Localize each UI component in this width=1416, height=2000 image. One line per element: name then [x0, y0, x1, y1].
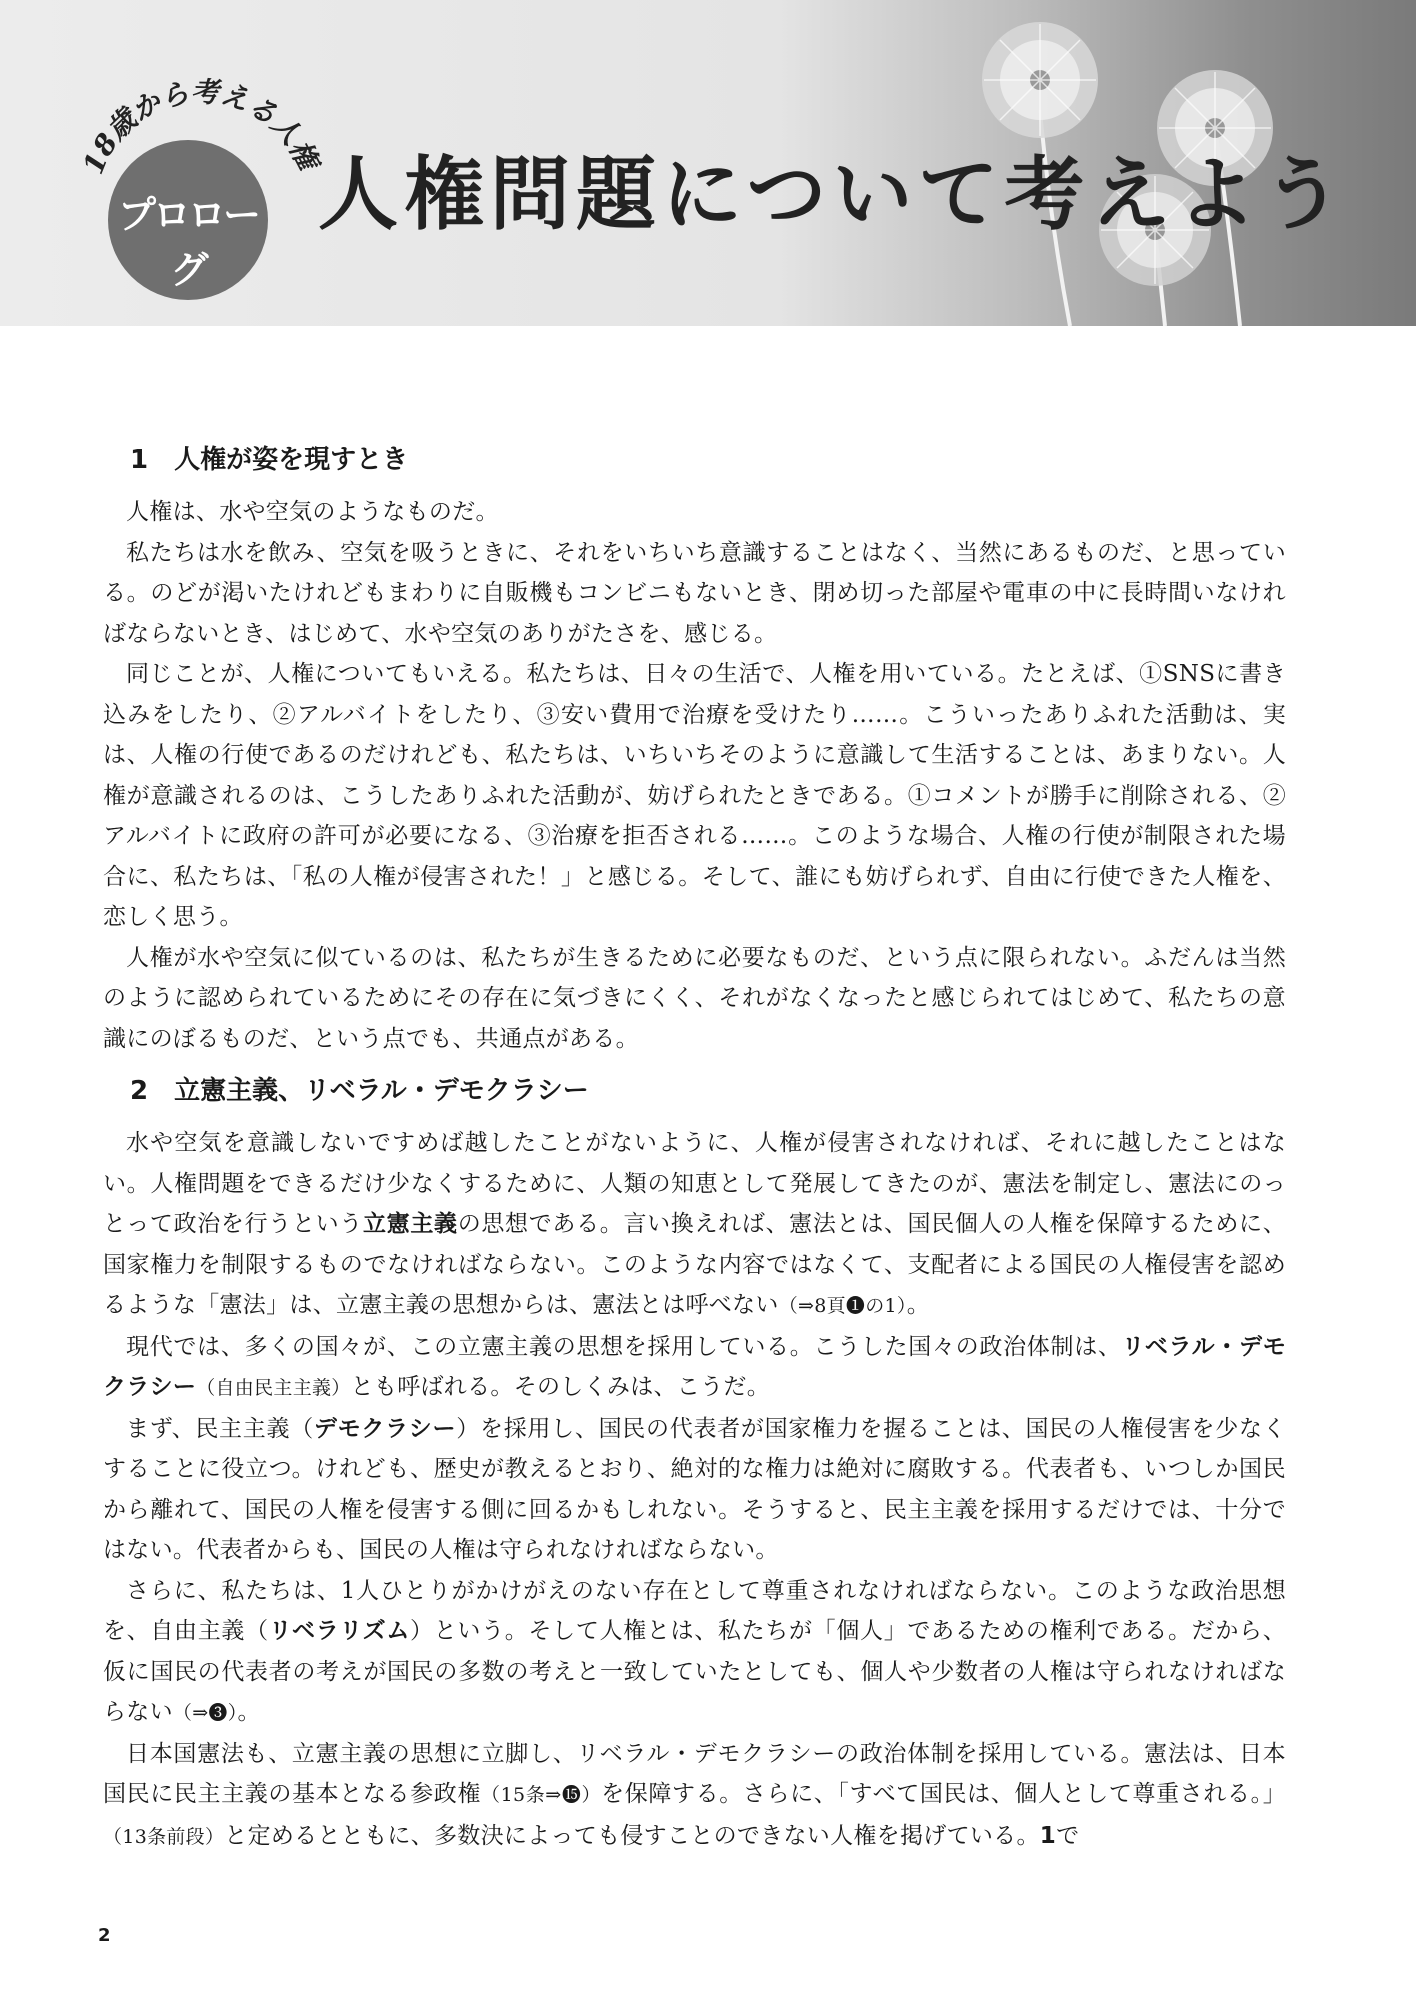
section-number: 1: [130, 445, 149, 475]
page-title: 人権問題について考えよう: [318, 147, 1349, 241]
text: 。: [906, 1292, 931, 1318]
paragraph: [103, 1409, 1286, 1571]
text: 水や空気を意識しないですめば越したことがないように、人権が侵害されなければ、それに越したことはない。人権問題をできるだけ少なくするために、人類の知恵として発展してきたのが、憲法を制定し、憲法にのっとって政治を行うという: [103, 1130, 1286, 1237]
text: の思想である。言い換えれば、憲法とは、国民個人の人権を保障するために、国家権力を制限するものでなければならない。このような内容ではなくて、支配者による国民の人権侵害を認めるような「憲法」は、立憲主義の思想からは、憲法とは呼べない: [103, 1211, 1287, 1318]
cross-reference: （15条⇒⓯）: [480, 1784, 602, 1806]
section-number: 2: [130, 1076, 149, 1106]
text: 。: [237, 1699, 261, 1725]
reference-number: 1: [1039, 1822, 1057, 1849]
paragraph: [103, 1123, 1286, 1327]
prologue-badge: [108, 140, 268, 300]
paragraph: 私たちは水を飲み、空気を吸うときに、それをいちいち意識することはなく、当然にあるものだ、と思っている。のどが渇いたけれどもまわりに自販機もコンビニもないとき、閉め切った部屋や電車の中に長時間いなければならないとき、はじめて、水や空気のありがたさを、感じる。: [103, 539, 1286, 647]
paragraph: 同じことが、人権についてもいえる。私たちは、日々の生活で、人権を用いている。たとえば、①SNSに書き込みをしたり、②アルバイトをしたり、③安い費用で治療を受けたり……。こういったありふれた活動は、実は、人権の行使であるのだけれども、私たちは、いちいちそのように意識して生活することは、あまりない。人権が意識されるのは、こうしたありふれた活動が、妨げられたときである。①コメントが勝手に削除される、②アルバイトに政府の許可が必要になる、③治療を拒否される……。このような場合、人権の行使が制限された場合に、私たちは、「私の人権が侵害された！」と感じる。そして、誰にも妨げられず、自由に行使できた人権を、恋しく思う。: [103, 661, 1286, 930]
badge-label: プロローグ: [117, 193, 258, 292]
text: まず、民主主義（: [126, 1415, 314, 1442]
section-2-heading: [103, 1059, 1286, 1123]
keyword: 立憲主義: [362, 1211, 458, 1237]
text: で: [1056, 1822, 1080, 1849]
text: 日本国憲法も、立憲主義の思想に立脚し、リベラル・デモクラシーの政治体制を採用している。憲法は、日本国民に民主主義の基本となる参政権: [103, 1740, 1286, 1807]
section-1-heading: [103, 428, 1286, 492]
keyword: リベラリズム: [268, 1618, 411, 1644]
paragraph: 人権は、水や空気のようなものだ。: [126, 499, 499, 525]
text: とも呼ばれる。そのしくみは、こうだ。: [350, 1374, 771, 1400]
text: と定めるとともに、多数決によっても侵すことのできない人権を掲げている。: [224, 1822, 1040, 1849]
paragraph: [103, 1571, 1286, 1734]
main-content: [103, 428, 1286, 1857]
cross-reference: （⇒❸）: [172, 1702, 238, 1724]
annotation: （自由民主主義）: [196, 1377, 351, 1399]
text: 現代では、多くの国々が、この立憲主義の思想を採用している。こうした国々の政治体制は、: [126, 1333, 1122, 1360]
cross-reference: （⇒8頁❶の1）: [778, 1295, 907, 1317]
keyword: リベラル・デモクラシー: [103, 1333, 1286, 1400]
page-header: [0, 0, 1416, 326]
text: ）という。そして人権とは、私たちが「個人」であるための権利である。だから、仮に国民の代表者の考えが国民の多数の考えと一致していたとしても、個人や少数者の人権は守られなければならない: [103, 1618, 1286, 1725]
section-title: 人権が姿を現すとき: [174, 445, 409, 475]
series-label: 18歳から考える人権: [76, 75, 325, 179]
paragraph: [103, 1734, 1286, 1858]
annotation: （13条前段）: [103, 1825, 225, 1848]
page-number: 2: [98, 1925, 111, 1946]
paragraph: [103, 1327, 1286, 1409]
text: さらに、私たちは、1人ひとりがかけがえのない存在として尊重されなければならない。このような政治思想を、自由主義（: [103, 1577, 1286, 1644]
section-title: 立憲主義、リベラル・デモクラシー: [174, 1076, 589, 1106]
paragraph: 人権が水や空気に似ているのは、私たちが生きるために必要なものだ、という点に限られない。ふだんは当然のように認められているためにその存在に気づきにくく、それがなくなったと感じられてはじめて、私たちの意識にのぼるものだ、という点でも、共通点がある。: [103, 944, 1286, 1052]
keyword: デモクラシー: [313, 1415, 457, 1442]
text: を保障する。さらに、「すべて国民は、個人として尊重される。」: [601, 1781, 1286, 1807]
text: ）を採用し、国民の代表者が国家権力を握ることは、国民の人権侵害を少なくすることに役立つ。けれども、歴史が教えるとおり、絶対的な権力は絶対に腐敗する。代表者も、いつしか国民から離れて、国民の人権を侵害する側に回るかもしれない。そうすると、民主主義を採用するだけでは、十分ではない。代表者からも、国民の人権は守られなければならない。: [103, 1415, 1287, 1563]
